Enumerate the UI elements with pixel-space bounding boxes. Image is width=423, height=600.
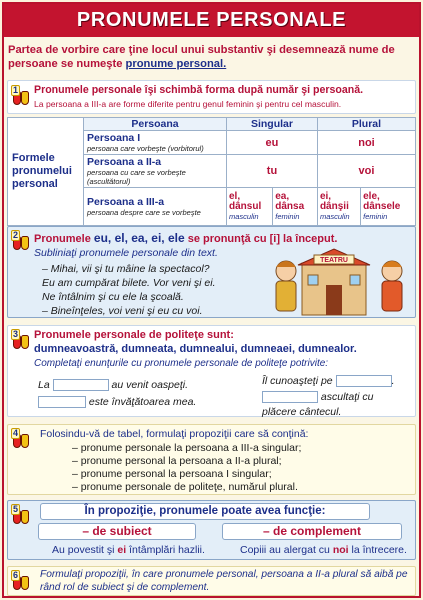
section-4 — [7, 424, 416, 495]
crayons-icon: 4 — [11, 428, 31, 450]
list-item: – pronume personal la persoana I singular; — [72, 468, 272, 480]
section-3 — [7, 325, 416, 417]
value-voi: voi — [317, 155, 415, 188]
value-eu: eu — [227, 131, 318, 155]
dialog-line: – Bineînţeles, voi veni şi eu cu voi. — [42, 305, 203, 317]
answer-field[interactable] — [38, 396, 86, 408]
dialog-line: Eu am cumpărat bilete. Vor veni şi ei. — [42, 277, 216, 289]
section-1-line-1: Pronumele personale îşi schimbă forma după număr şi persoană. — [34, 84, 364, 96]
section-1 — [7, 80, 416, 114]
theater-sign: TEATRU — [320, 257, 348, 264]
section-6 — [7, 566, 416, 596]
example-complement: Copiii au alergat cu noi la întrecere. — [240, 544, 407, 556]
example-subject: Au povestit şi ei întâmplări hazlii. — [52, 544, 205, 556]
page-title: PRONUMELE PERSONALE — [4, 4, 419, 37]
crayons-icon: 3 — [11, 329, 31, 351]
crayons-icon: 1 — [11, 85, 31, 107]
header-singular: Singular — [227, 118, 318, 131]
section-1-line-2: La persoana a III-a are forme diferite pentru genul feminin şi pentru cel masculin. — [34, 99, 342, 109]
section-4-intro: Folosindu-vă de tabel, formulaţi propoziţii care să conţină: — [40, 428, 309, 440]
table-row: Persoana a II-a persoana cu care se vorbeşte (ascultătorul) tu voi — [8, 155, 416, 188]
answer-field[interactable] — [336, 375, 392, 387]
table-row: Persoana I persoana care vorbeşte (vorbitorul) eu noi — [8, 131, 416, 155]
definition-highlight: pronume personal. — [125, 57, 227, 70]
poster — [2, 2, 421, 598]
answer-field[interactable] — [53, 379, 109, 391]
function-subject: – de subiect — [38, 523, 196, 540]
value-noi: noi — [317, 131, 415, 155]
dialog-line: Ne întâlnim şi cu ele la şcoală. — [42, 291, 184, 303]
sentence-3: Îl cunoaşteţi pe . — [262, 375, 395, 387]
header-plural: Plural — [317, 118, 415, 131]
list-item: – pronume personal la persoana a II-a plural; — [72, 455, 282, 467]
definition — [8, 44, 415, 71]
table-row: Persoana a III-a persoana despre care se vorbeşte el, dânsul masculin ea, dânsa feminin ei, dânşii masculin ele, dânsele feminin — [8, 188, 416, 226]
sentence-4-end: plăcere cântecul. — [262, 406, 342, 418]
function-complement: – de complement — [222, 523, 402, 540]
answer-field[interactable] — [262, 391, 318, 403]
section-2-task: Subliniaţi pronumele personale din text. — [34, 247, 218, 259]
crayons-icon: 6 — [11, 570, 31, 592]
sentence-4: ascultaţi cu — [262, 391, 373, 403]
value-tu: tu — [227, 155, 318, 188]
pronoun-table — [7, 117, 416, 226]
section-2-heading: Pronumele eu, el, ea, ei, ele se pronunţă cu [i] la început. — [34, 231, 338, 245]
dialog-line: – Mihai, vii şi tu mâine la spectacol? — [42, 263, 210, 275]
section-3-line-2: dumneavoastră, dumneata, dumnealui, dumneaei, dumnealor. — [34, 343, 357, 355]
definition-text: Partea de vorbire care ţine locul unui substantiv şi desemnează nume de persoane se numeşte — [8, 44, 395, 70]
list-item: – pronume personale de politeţe, numărul plural. — [72, 481, 298, 493]
sentence-2: este învăţătoarea mea. — [38, 396, 196, 408]
section-2 — [7, 226, 416, 318]
crayons-icon: 2 — [11, 230, 31, 252]
header-persoana: Persoana — [84, 118, 227, 131]
section-3-task: Completaţi enunţurile cu pronumele personale de politeţe potrivite: — [34, 358, 329, 369]
section-5 — [7, 500, 416, 560]
theater-illustration — [270, 245, 410, 317]
table-row-label: Formele pronumelui personal — [12, 152, 72, 190]
section-5-title: În propoziţie, pronumele poate avea funcţie: — [40, 503, 370, 520]
sentence-1: La au venit oaspeţi. — [38, 379, 188, 391]
section-3-line-1: Pronumele personale de politeţe sunt: — [34, 329, 234, 341]
list-item: – pronume personale la persoana a III-a singular; — [72, 442, 302, 454]
crayons-icon: 5 — [11, 504, 31, 526]
section-6-text: Formulaţi propoziţii, în care pronumele personal, persoana a II-a plural să aibă pe rând rol de subiect şi de complement. — [40, 569, 408, 593]
